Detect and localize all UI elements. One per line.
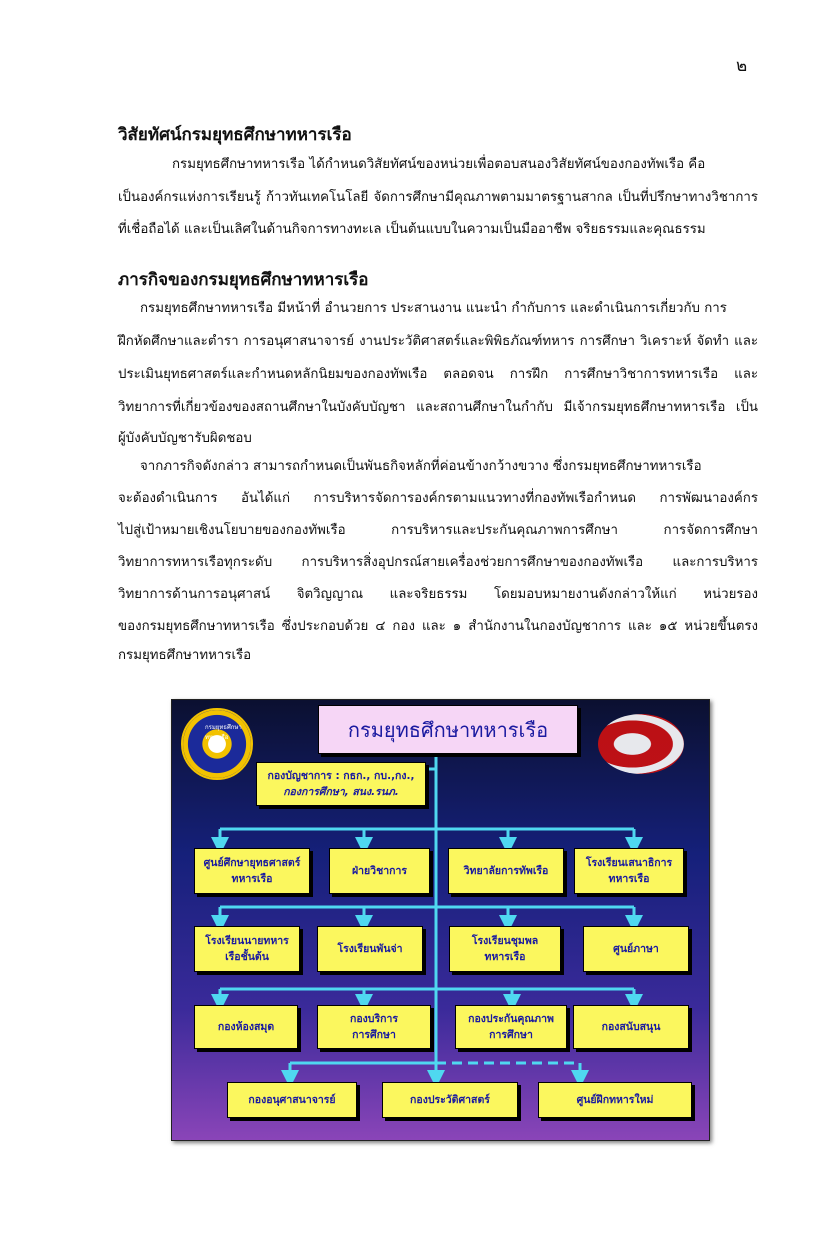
org-box: ศูนย์ภาษา (583, 926, 689, 972)
mission-line: วิทยาการทหารเรือทุกระดับ การบริหารสิ่งอุปกรณ์สายเครื่องช่วยการศึกษาของกองทัพเรือ และการบริหาร (118, 555, 758, 570)
org-chart (171, 699, 710, 1141)
org-box: โรงเรียนพันจ่า (317, 926, 423, 972)
org-box: กองอนุศาสนาจารย์ (227, 1082, 357, 1118)
mission-line: จะต้องดำเนินการ อันได้แก่ การบริหารจัดการองค์กรตามแนวทางที่กองทัพเรือกำหนด การพัฒนาองค์กร (118, 491, 758, 506)
org-box: กองบริการ การศึกษา (317, 1005, 431, 1049)
org-box: กองประกันคุณภาพ การศึกษา (455, 1005, 567, 1049)
page-number: ๒ (736, 56, 748, 76)
mission-line: กรมยุทธศึกษาทหารเรือ (118, 648, 252, 663)
mission-line: วิทยาการด้านการอนุศาสน์ จิตวิญญาณ และจริยธรรม โดยมอบหมายงานดังกล่าวให้แก่ หน่วยรอง (118, 587, 758, 602)
org-box: โรงเรียนชุมพล ทหารเรือ (449, 926, 561, 972)
navy-flag-emblem (598, 714, 684, 774)
org-hq-box: กองบัญชาการ : กธก., กบ.,กง., กองการศึกษา, สนง.รนภ. (256, 762, 426, 806)
org-box: โรงเรียนเสนาธิการ ทหารเรือ (574, 848, 684, 894)
org-box: วิทยาลัยการทัพเรือ (448, 848, 564, 894)
org-box: กองสนับสนุน (573, 1005, 689, 1049)
vision-line: กรมยุทธศึกษาทหารเรือ ได้กำหนดวิสัยทัศน์ของหน่วยเพื่อตอบสนองวิสัยทัศน์ของกองทัพเรือ คือ (172, 157, 706, 172)
vision-line: เป็นองค์กรแห่งการเรียนรู้ ก้าวทันเทคโนโลยี จัดการศึกษามีคุณภาพตามมาตรฐานสากล เป็นที่ปรึกษาทางวิชาการ (118, 190, 758, 205)
mission-line: ผู้บังคับบัญชารับผิดชอบ (118, 431, 252, 446)
mission-line: ฝึกหัดศึกษาและตำรา การอนุศาสนาจารย์ งานประวัติศาสตร์และพิพิธภัณฑ์ทหาร การศึกษา วิเคราะห์ จัดทำ และ (118, 334, 758, 349)
vision-line: ที่เชื่อถือได้ และเป็นเลิศในด้านกิจการทางทะเล เป็นต้นแบบในความเป็นมืออาชีพ จริยธรรมและคุณธรรม (118, 222, 706, 237)
org-box: ฝ่ายวิชาการ (329, 848, 430, 894)
mission-heading: ภารกิจของกรมยุทธศึกษาทหารเรือ (118, 270, 369, 290)
mission-line: ประเมินยุทธศาสตร์และกำหนดหลักนิยมของกองทัพเรือ ตลอดจน การฝึก การศึกษาวิชาการทหารเรือ และ (118, 367, 758, 382)
org-box: ศูนย์ศึกษายุทธศาสตร์ ทหารเรือ (194, 848, 310, 894)
org-top-box: กรมยุทธศึกษาทหารเรือ (318, 705, 578, 754)
mission-line: ของกรมยุทธศึกษาทหารเรือ ซึ่งประกอบด้วย ๔ กอง และ ๑ สำนักงานในกองบัญชาการ และ ๑๕ หน่วยขึ้นตรง (118, 619, 758, 634)
mission-line: วิทยาการที่เกี่ยวข้องของสถานศึกษาในบังคับบัญชา และสถานศึกษาในกำกับ มีเจ้ากรมยุทธศึกษาทหารเรือ เป็น (118, 400, 758, 415)
mission-line: กรมยุทธศึกษาทหารเรือ มีหน้าที่ อำนวยการ ประสานงาน แนะนำ กำกับการ และดำเนินการเกี่ยวกับ การ (140, 301, 727, 316)
mission-line: ไปสู่เป้าหมายเชิงนโยบายของกองทัพเรือ การบริหารและประกันคุณภาพการศึกษา การจัดการศึกษา (118, 523, 758, 538)
navy-education-seal (181, 708, 253, 780)
mission-line: จากภารกิจดังกล่าว สามารถกำหนดเป็นพันธกิจหลักที่ค่อนข้างกว้างขวาง ซึ่งกรมยุทธศึกษาทหารเรือ (140, 459, 702, 474)
org-box: โรงเรียนนายทหาร เรือชั้นต้น (194, 926, 300, 972)
org-box: กองประวัติศาสตร์ (382, 1082, 518, 1118)
vision-heading: วิสัยทัศน์กรมยุทธศึกษาทหารเรือ (118, 125, 352, 145)
seal-text: กรมยุทธศึกษา ทหารเรือ (205, 724, 242, 741)
org-box: กองห้องสมุด (194, 1005, 298, 1049)
org-box: ศูนย์ฝึกทหารใหม่ (538, 1082, 692, 1118)
